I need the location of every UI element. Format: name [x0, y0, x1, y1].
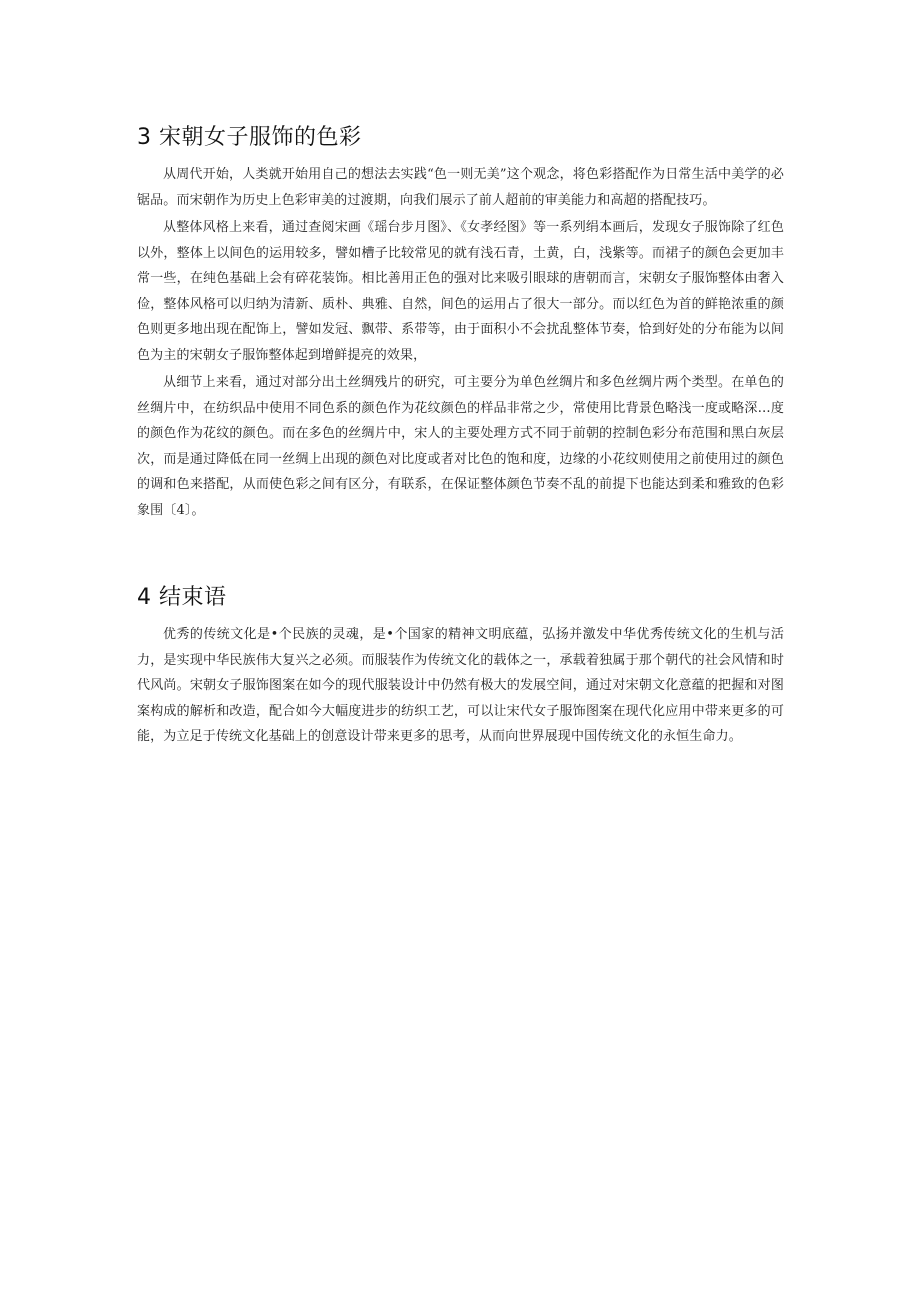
section-3-paragraph-1: 从周代开始，人类就开始用自己的想法去实践“色一则无美”这个观念，将色彩搭配作为日常生活中美学的必锯品。而宋朝作为历史上色彩审美的过渡期，向我们展示了前人超前的审美能力和高超的搭配技巧。: [137, 167, 784, 208]
section-3-paragraph-3: 从细节上来看，通过对部分出土丝绸残片的研究，可主要分为单色丝绸片和多色丝绸片两个类型。在单色的丝绸片中，在纺织品中使用不同色系的颜色作为花纹颜色的样品非常之少，常使用比背景色略浅一度或略深…度的颜色作为花纹的颜色。而在多色的丝绸片中，宋人的主要处理方式不同于前朝的控制色彩分布范围和黑白灰层次，而是通过降低在同一丝绸上出现的颜色对比度或者对比色的饱和度，边缘的小花纹则使用之前使用过的颜色的调和色来搭配，从而使色彩之间有区分，有联系，在保证整体颜色节奏不乱的前提下也能达到柔和雅致的色彩象围〔4〕。: [137, 375, 784, 518]
section-3-paragraph-2: 从整体风格上来看，通过查阅宋画《瑶台步月图》、《女孝经图》等一系列绢本画后，发现女子服饰除了红色以外，整体上以间色的运用较多，譬如槽子比较常见的就有浅石青，土黄，白，浅紫等。而裙子的颜色会更加丰常一些，在纯色基础上会有碎花装饰。相比善用正色的强对比来吸引眼球的唐朝而言，宋朝女子服饰整体由奢入俭，整体风格可以归纳为清新、质朴、典雅、自然，间色的运用占了很大一部分。而以红色为首的鲜艳浓重的颜色则更多地出现在配饰上，譬如发冠、飘带、系带等，由于面积小不会扰乱整体节奏，恰到好处的分布能为以间色为主的宋朝女子服饰整体起到增鲜提亮的效果，: [137, 220, 784, 363]
section-4: [137, 582, 784, 752]
section-4-paragraph-1: 优秀的传统文化是•个民族的灵魂，是•个国家的精神文明底蕴，弘扬并激发中华优秀传统文化的生机与活力，是实现中华民族伟大复兴之必须。而服装作为传统文化的载体之一，承载着独属于那个朝代的社会风情和时代风尚。宋朝女子服饰图案在如今的现代服装设计中仍然有极大的发展空间，通过对宋朝文化意蕴的把握和对图案构成的解析和改造，配合如今大幅度进步的纺织工艺，可以让宋代女子服饰图案在现代化应用中带来更多的可能，为立足于传统文化基础上的创意设计带来更多的思考，从而向世界展现中国传统文化的永恒生命力。: [137, 627, 784, 744]
section-4-heading: 4 结束语: [137, 585, 227, 610]
section-3: [137, 122, 784, 525]
section-3-heading: 3 宋朝女子服饰的色彩: [137, 125, 362, 150]
